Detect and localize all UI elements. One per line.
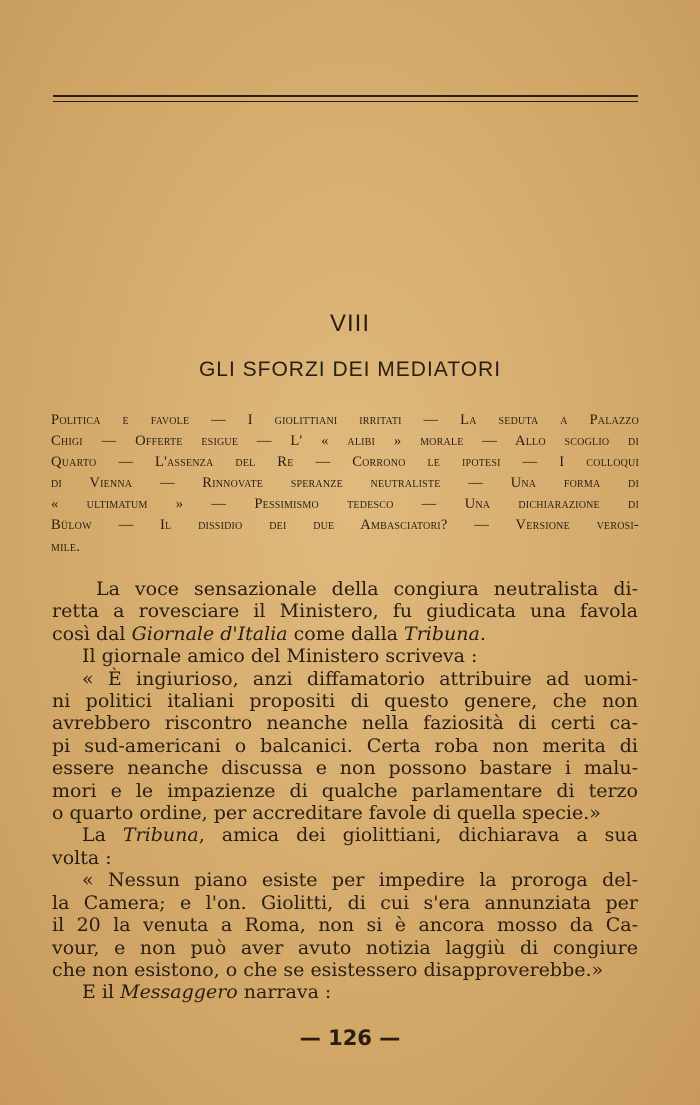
body-line: essere neanche discussa e non possono bastare i malu- <box>52 757 638 780</box>
summary-line: Quarto — L'assenza del Re — Corrono le ipotesi — I colloqui <box>51 454 639 471</box>
body-line: il 20 la venuta a Roma, non si è ancora mosso da Ca- <box>52 914 638 937</box>
body-line: Il giornale amico del Ministero scriveva : <box>82 645 478 668</box>
summary-line: « ultimatum » — Pessimismo tedesco — Una dichiarazione di <box>51 496 639 513</box>
body-line: o quarto ordine, per accreditare favole di quella specie.» <box>52 802 601 825</box>
chapter-summary <box>51 410 639 558</box>
body-line-italic-ref: La Tribuna, amica dei giolittiani, dichiarava a sua <box>82 824 638 847</box>
chapter-title: GLI SFORZI DEI MEDIATORI <box>198 358 502 381</box>
body-line: che non esistono, o che se esistessero disapproverebbe.» <box>52 958 604 981</box>
chapter-number: VIII <box>329 310 370 337</box>
body-line: pi sud-americani o balcanici. Certa roba non merita di <box>52 734 638 757</box>
body-line: vour, e non può aver avuto notizia laggiù di congiure <box>52 936 638 959</box>
body-line-italic-refs: così dal Giornale d'Italia come dalla Tribuna. <box>52 622 486 645</box>
header-rule-thin <box>53 101 638 102</box>
summary-line: mile. <box>51 538 81 555</box>
body-line: volta : <box>52 846 112 869</box>
body-line: La voce sensazionale della congiura neutralista di- <box>96 578 638 600</box>
body-text <box>52 578 638 1004</box>
page-number: — 126 — <box>299 1026 401 1050</box>
body-line: avrebbero riscontro neanche nella faziosità di certi ca- <box>52 712 638 735</box>
body-line: mori e le impazienze di qualche parlamentare di terzo <box>52 779 638 802</box>
summary-line: Politica e favole — I giolittiani irritati — La seduta a Palazzo <box>51 412 639 428</box>
summary-line: di Vienna — Rinnovate speranze neutraliste — Una forma di <box>51 475 639 492</box>
body-line-italic-ref: E il Messaggero narrava : <box>82 981 332 1004</box>
header-rule-thick <box>53 95 638 97</box>
body-line: la Camera; e l'on. Giolitti, di cui s'era annunziata per <box>52 891 638 914</box>
summary-line: Chigi — Offerte esigue — L' « alibi » morale — Allo scoglio di <box>51 433 639 450</box>
body-line: « Nessun piano esiste per impedire la proroga del- <box>82 869 638 892</box>
summary-line: Bülow — Il dissidio dei due Ambasciatori? — Versione verosi- <box>51 517 639 534</box>
body-line: ni politici italiani propositi di questo genere, che non <box>52 690 638 713</box>
body-line: retta a rovesciare il Ministero, fu giudicata una favola <box>52 600 638 623</box>
body-line: « È ingiurioso, anzi diffamatorio attribuire ad uomi- <box>82 667 638 690</box>
